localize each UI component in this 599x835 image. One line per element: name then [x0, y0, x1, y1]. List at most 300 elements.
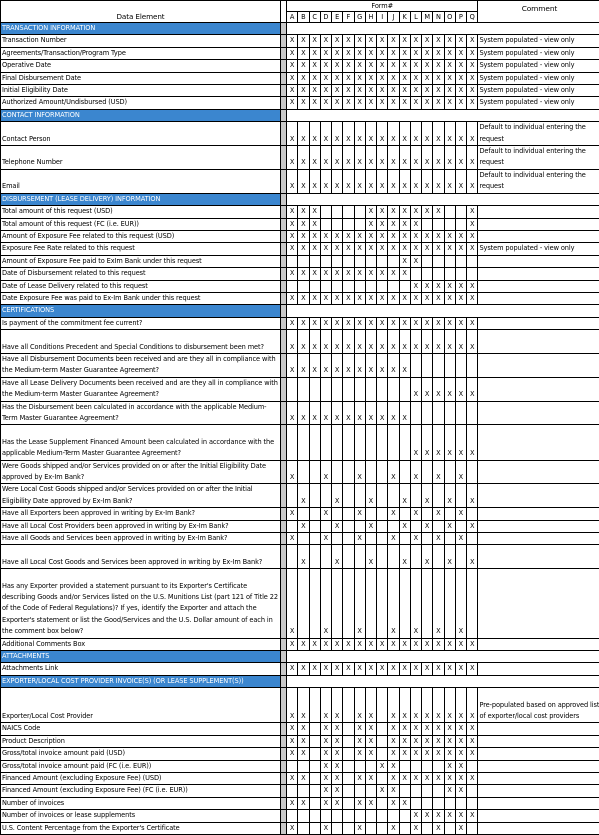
form-mark-f: X	[343, 330, 354, 354]
form-mark-e: X	[332, 72, 343, 84]
form-mark-e: X	[332, 520, 343, 532]
form-mark-h: X	[365, 748, 376, 760]
form-mark-n: X	[433, 280, 444, 292]
data-element-label: Financed Amount (excluding Exposure Fee) (FC (i.e. EUR))	[1, 785, 281, 797]
form-mark-j: X	[388, 785, 399, 797]
form-mark-d: X	[320, 533, 331, 545]
form-mark-i	[377, 255, 388, 267]
form-mark-l: X	[410, 569, 421, 638]
form-mark-p: X	[455, 85, 466, 97]
form-mark-a: X	[287, 146, 298, 170]
data-element-label: Have all Conditions Precedent and Special Conditions to disbursement been met?	[1, 330, 281, 354]
section-blank-cells	[287, 651, 599, 663]
form-mark-l: X	[410, 122, 421, 146]
form-mark-k	[399, 377, 410, 401]
form-mark-k: X	[399, 122, 410, 146]
form-mark-j: X	[388, 206, 399, 218]
form-mark-o	[444, 533, 455, 545]
table-row	[1, 35, 599, 47]
form-mark-l: X	[410, 425, 421, 460]
data-element-label: Have all Exporters been approved in writing by Ex-Im Bank?	[1, 508, 281, 520]
form-mark-h	[365, 810, 376, 822]
form-mark-c: X	[309, 97, 320, 109]
form-mark-d: X	[320, 60, 331, 72]
form-mark-j: X	[388, 218, 399, 230]
form-mark-a: X	[287, 47, 298, 59]
form-mark-o: X	[444, 146, 455, 170]
form-mark-m: X	[422, 545, 433, 569]
form-mark-c: X	[309, 146, 320, 170]
table-row	[1, 230, 599, 242]
table-row	[1, 520, 599, 532]
form-mark-g: X	[354, 822, 365, 834]
form-mark-k: X	[399, 47, 410, 59]
form-mark-o: X	[444, 317, 455, 329]
form-mark-m: X	[422, 122, 433, 146]
form-mark-m	[422, 760, 433, 772]
data-element-label: Total amount of this request (FC (i.e. EUR))	[1, 218, 281, 230]
form-mark-n: X	[433, 292, 444, 304]
form-mark-k: X	[399, 85, 410, 97]
form-mark-f	[343, 255, 354, 267]
form-mark-l: X	[410, 169, 421, 193]
form-mark-f	[343, 520, 354, 532]
data-element-label: Gross/total invoice amount paid (FC (i.e. EUR))	[1, 760, 281, 772]
form-mark-l: X	[410, 533, 421, 545]
form-mark-l: X	[410, 255, 421, 267]
form-mark-p: X	[455, 72, 466, 84]
form-mark-n: X	[433, 810, 444, 822]
form-mark-i	[377, 425, 388, 460]
form-mark-l	[410, 785, 421, 797]
form-mark-e	[332, 280, 343, 292]
form-mark-j: X	[388, 353, 399, 377]
form-mark-p: X	[455, 508, 466, 520]
form-mark-k	[399, 460, 410, 484]
form-mark-a: X	[287, 97, 298, 109]
form-mark-o	[444, 353, 455, 377]
form-mark-i	[377, 569, 388, 638]
table-row	[1, 773, 599, 785]
form-mark-p	[455, 797, 466, 809]
section-header-row	[1, 651, 599, 663]
form-mark-i: X	[377, 663, 388, 675]
form-mark-q: X	[467, 484, 478, 508]
form-mark-q: X	[467, 280, 478, 292]
table-row	[1, 243, 599, 255]
table-row	[1, 425, 599, 460]
form-mark-k: X	[399, 35, 410, 47]
form-mark-b: X	[298, 353, 309, 377]
form-mark-c	[309, 484, 320, 508]
form-mark-o: X	[444, 72, 455, 84]
form-mark-p: X	[455, 822, 466, 834]
table-row	[1, 85, 599, 97]
form-mark-e: X	[332, 60, 343, 72]
table-row	[1, 206, 599, 218]
form-mark-p: X	[455, 122, 466, 146]
form-mark-a: X	[287, 35, 298, 47]
comment-cell	[478, 810, 599, 822]
form-mark-e: X	[332, 292, 343, 304]
form-mark-l: X	[410, 810, 421, 822]
table-row	[1, 317, 599, 329]
section-title: TRANSACTION INFORMATION	[1, 23, 281, 35]
form-mark-d: X	[320, 569, 331, 638]
comment-cell: Default to individual entering the request	[478, 122, 599, 146]
form-mark-n: X	[433, 688, 444, 723]
form-mark-d: X	[320, 797, 331, 809]
form-mark-q: X	[467, 146, 478, 170]
form-mark-l: X	[410, 822, 421, 834]
form-mark-h: X	[365, 688, 376, 723]
form-mark-f	[343, 785, 354, 797]
data-element-label: Authorized Amount/Undisbursed (USD)	[1, 97, 281, 109]
form-mark-n: X	[433, 146, 444, 170]
form-mark-h: X	[365, 797, 376, 809]
form-mark-l: X	[410, 85, 421, 97]
form-mark-a: X	[287, 72, 298, 84]
form-mark-b: X	[298, 723, 309, 735]
form-mark-e: X	[332, 35, 343, 47]
comment-cell	[478, 268, 599, 280]
form-mark-n: X	[433, 533, 444, 545]
form-mark-q	[467, 569, 478, 638]
table-row	[1, 401, 599, 425]
form-mark-n: X	[433, 663, 444, 675]
form-letter-p: P	[455, 12, 466, 23]
form-mark-d: X	[320, 723, 331, 735]
form-mark-h: X	[365, 545, 376, 569]
table-row	[1, 97, 599, 109]
comment-cell	[478, 425, 599, 460]
data-element-label: Total amount of this request (USD)	[1, 206, 281, 218]
form-mark-q	[467, 353, 478, 377]
data-element-label: Date of Disbursement related to this request	[1, 268, 281, 280]
form-mark-c: X	[309, 85, 320, 97]
form-mark-h	[365, 569, 376, 638]
form-mark-n: X	[433, 35, 444, 47]
form-letter-e: E	[332, 12, 343, 23]
form-mark-b: X	[298, 797, 309, 809]
form-mark-i: X	[377, 760, 388, 772]
form-mark-f	[343, 533, 354, 545]
form-mark-f	[343, 280, 354, 292]
form-mark-j: X	[388, 47, 399, 59]
form-mark-c	[309, 255, 320, 267]
form-mark-k: X	[399, 545, 410, 569]
form-mark-d	[320, 218, 331, 230]
form-mark-i: X	[377, 72, 388, 84]
data-element-label: Have all Local Cost Providers been approved in writing by Ex-Im Bank?	[1, 520, 281, 532]
form-mark-j: X	[388, 569, 399, 638]
form-mark-c: X	[309, 292, 320, 304]
form-mark-b: X	[298, 735, 309, 747]
form-mark-a: X	[287, 723, 298, 735]
form-mark-i	[377, 484, 388, 508]
form-mark-p: X	[455, 760, 466, 772]
form-mark-k	[399, 810, 410, 822]
form-mark-d: X	[320, 72, 331, 84]
table-row	[1, 353, 599, 377]
table-row	[1, 72, 599, 84]
form-mark-f	[343, 569, 354, 638]
form-mark-e: X	[332, 85, 343, 97]
form-mark-p: X	[455, 377, 466, 401]
form-mark-b	[298, 822, 309, 834]
form-mark-l: X	[410, 663, 421, 675]
comment-cell	[478, 785, 599, 797]
data-element-label: U.S. Content Percentage from the Exporter's Certificate	[1, 822, 281, 834]
form-mark-c: X	[309, 72, 320, 84]
form-mark-k: X	[399, 169, 410, 193]
form-mark-b	[298, 280, 309, 292]
form-mark-a: X	[287, 663, 298, 675]
form-mark-o: X	[444, 663, 455, 675]
form-mark-g: X	[354, 146, 365, 170]
form-mark-l: X	[410, 508, 421, 520]
form-mark-c	[309, 773, 320, 785]
form-mark-c	[309, 508, 320, 520]
form-mark-q	[467, 797, 478, 809]
form-mark-p	[455, 520, 466, 532]
section-header-row	[1, 109, 599, 121]
form-mark-m	[422, 785, 433, 797]
form-mark-f	[343, 723, 354, 735]
form-mark-q	[467, 255, 478, 267]
form-mark-g: X	[354, 688, 365, 723]
form-mark-d	[320, 520, 331, 532]
form-mark-o: X	[444, 35, 455, 47]
form-mark-m: X	[422, 243, 433, 255]
form-mark-l: X	[410, 35, 421, 47]
form-mark-a: X	[287, 206, 298, 218]
form-mark-k: X	[399, 317, 410, 329]
form-mark-a: X	[287, 122, 298, 146]
form-mark-m	[422, 353, 433, 377]
form-mark-l	[410, 760, 421, 772]
form-mark-q: X	[467, 425, 478, 460]
form-mark-i: X	[377, 97, 388, 109]
table-row	[1, 748, 599, 760]
form-mark-q: X	[467, 35, 478, 47]
form-mark-q: X	[467, 317, 478, 329]
form-mark-e: X	[332, 797, 343, 809]
form-letter-j: J	[388, 12, 399, 23]
form-mark-h	[365, 508, 376, 520]
form-mark-l: X	[410, 243, 421, 255]
form-mark-b: X	[298, 60, 309, 72]
form-mark-g: X	[354, 508, 365, 520]
form-mark-h	[365, 785, 376, 797]
form-letter-q: Q	[467, 12, 478, 23]
form-mark-m: X	[422, 72, 433, 84]
comment-cell: System populated - view only	[478, 35, 599, 47]
form-mark-d: X	[320, 773, 331, 785]
form-mark-p	[455, 401, 466, 425]
form-mark-j: X	[388, 122, 399, 146]
form-mark-f	[343, 377, 354, 401]
form-mark-p	[455, 218, 466, 230]
form-mark-g: X	[354, 268, 365, 280]
section-header-row	[1, 23, 599, 35]
form-mark-j: X	[388, 146, 399, 170]
form-mark-j: X	[388, 169, 399, 193]
form-mark-k	[399, 785, 410, 797]
form-mark-b: X	[298, 268, 309, 280]
form-mark-n: X	[433, 317, 444, 329]
data-element-label: Exporter/Local Cost Provider	[1, 688, 281, 723]
form-mark-i: X	[377, 206, 388, 218]
form-mark-l: X	[410, 230, 421, 242]
form-mark-c	[309, 533, 320, 545]
form-mark-c	[309, 810, 320, 822]
form-mark-b: X	[298, 146, 309, 170]
form-mark-b: X	[298, 85, 309, 97]
form-mark-o: X	[444, 810, 455, 822]
form-mark-p: X	[455, 146, 466, 170]
form-mark-e: X	[332, 268, 343, 280]
comment-cell: System populated - view only	[478, 243, 599, 255]
form-mark-a: X	[287, 85, 298, 97]
form-mark-a: X	[287, 688, 298, 723]
form-mark-a	[287, 377, 298, 401]
data-element-label: Have all Disbursement Documents been received and are they all in compliance with the Medium-term Master Guarantee Agreement?	[1, 353, 281, 377]
form-mark-k: X	[399, 268, 410, 280]
form-mark-n: X	[433, 330, 444, 354]
form-mark-j: X	[388, 317, 399, 329]
form-mark-l	[410, 520, 421, 532]
form-mark-m: X	[422, 663, 433, 675]
form-mark-m	[422, 255, 433, 267]
form-mark-f: X	[343, 72, 354, 84]
form-mark-f	[343, 760, 354, 772]
form-mark-j	[388, 377, 399, 401]
comment-cell: System populated - view only	[478, 85, 599, 97]
section-title: DISBURSEMENT (LEASE DELIVERY) INFORMATION	[1, 193, 281, 205]
form-mark-f	[343, 797, 354, 809]
section-blank-cells	[287, 675, 599, 687]
form-mark-g: X	[354, 72, 365, 84]
form-mark-g: X	[354, 97, 365, 109]
form-mark-e: X	[332, 353, 343, 377]
data-element-label: Financed Amount (excluding Exposure Fee) (USD)	[1, 773, 281, 785]
form-mark-c	[309, 822, 320, 834]
form-mark-j: X	[388, 638, 399, 650]
form-mark-n	[433, 255, 444, 267]
form-mark-a: X	[287, 292, 298, 304]
form-mark-d: X	[320, 146, 331, 170]
form-mark-c	[309, 785, 320, 797]
form-mark-d: X	[320, 401, 331, 425]
form-mark-h	[365, 533, 376, 545]
form-mark-b: X	[298, 206, 309, 218]
form-mark-g	[354, 810, 365, 822]
form-mark-q: X	[467, 97, 478, 109]
form-mark-p: X	[455, 460, 466, 484]
form-mark-g	[354, 520, 365, 532]
form-mark-p: X	[455, 97, 466, 109]
form-mark-a: X	[287, 317, 298, 329]
form-mark-e: X	[332, 688, 343, 723]
form-mark-j	[388, 425, 399, 460]
form-mark-o: X	[444, 785, 455, 797]
data-element-label: Additional Comments Box	[1, 638, 281, 650]
form-letter-l: L	[410, 12, 421, 23]
comment-cell	[478, 508, 599, 520]
form-mark-o	[444, 206, 455, 218]
form-mark-j: X	[388, 822, 399, 834]
form-mark-n: X	[433, 425, 444, 460]
form-mark-m: X	[422, 280, 433, 292]
form-mark-b	[298, 508, 309, 520]
form-mark-j	[388, 810, 399, 822]
form-mark-q: X	[467, 243, 478, 255]
form-mark-k: X	[399, 330, 410, 354]
form-mark-d: X	[320, 460, 331, 484]
form-mark-h	[365, 460, 376, 484]
comment-cell	[478, 569, 599, 638]
form-mark-m	[422, 822, 433, 834]
form-letter-h: H	[365, 12, 376, 23]
form-mark-c: X	[309, 35, 320, 47]
form-mark-i: X	[377, 60, 388, 72]
form-mark-h: X	[365, 353, 376, 377]
form-mark-k: X	[399, 688, 410, 723]
form-mark-o	[444, 508, 455, 520]
form-mark-k: X	[399, 60, 410, 72]
form-mark-q	[467, 401, 478, 425]
form-mark-a: X	[287, 533, 298, 545]
form-mark-n: X	[433, 72, 444, 84]
comment-cell	[478, 255, 599, 267]
data-element-label: Contact Person	[1, 122, 281, 146]
form-mark-o	[444, 797, 455, 809]
form-mark-m: X	[422, 97, 433, 109]
data-element-header: Data Element	[1, 1, 281, 23]
data-element-label: Have all Lease Delivery Documents been received and are they all in compliance with the Medium-term Master Guarantee Agreement?	[1, 377, 281, 401]
form-mark-l: X	[410, 218, 421, 230]
form-mark-n	[433, 797, 444, 809]
form-mark-a: X	[287, 353, 298, 377]
form-mark-n	[433, 353, 444, 377]
form-mark-o: X	[444, 280, 455, 292]
form-mark-h: X	[365, 122, 376, 146]
form-mark-a: X	[287, 243, 298, 255]
data-element-label: Amount of Exposure Fee related to this request (USD)	[1, 230, 281, 242]
form-mark-d: X	[320, 330, 331, 354]
form-mark-j: X	[388, 401, 399, 425]
form-mark-q: X	[467, 545, 478, 569]
form-mark-a	[287, 545, 298, 569]
comment-cell	[478, 292, 599, 304]
form-mark-d: X	[320, 85, 331, 97]
form-mark-c: X	[309, 47, 320, 59]
form-mark-o: X	[444, 330, 455, 354]
form-mark-c	[309, 723, 320, 735]
form-mark-d: X	[320, 97, 331, 109]
form-mark-g	[354, 484, 365, 508]
form-mark-c: X	[309, 268, 320, 280]
form-mark-o: X	[444, 60, 455, 72]
form-mark-q	[467, 508, 478, 520]
form-mark-g: X	[354, 317, 365, 329]
form-mark-a: X	[287, 330, 298, 354]
form-mark-e	[332, 425, 343, 460]
form-mark-f: X	[343, 353, 354, 377]
form-mark-f	[343, 508, 354, 520]
form-mark-g: X	[354, 292, 365, 304]
